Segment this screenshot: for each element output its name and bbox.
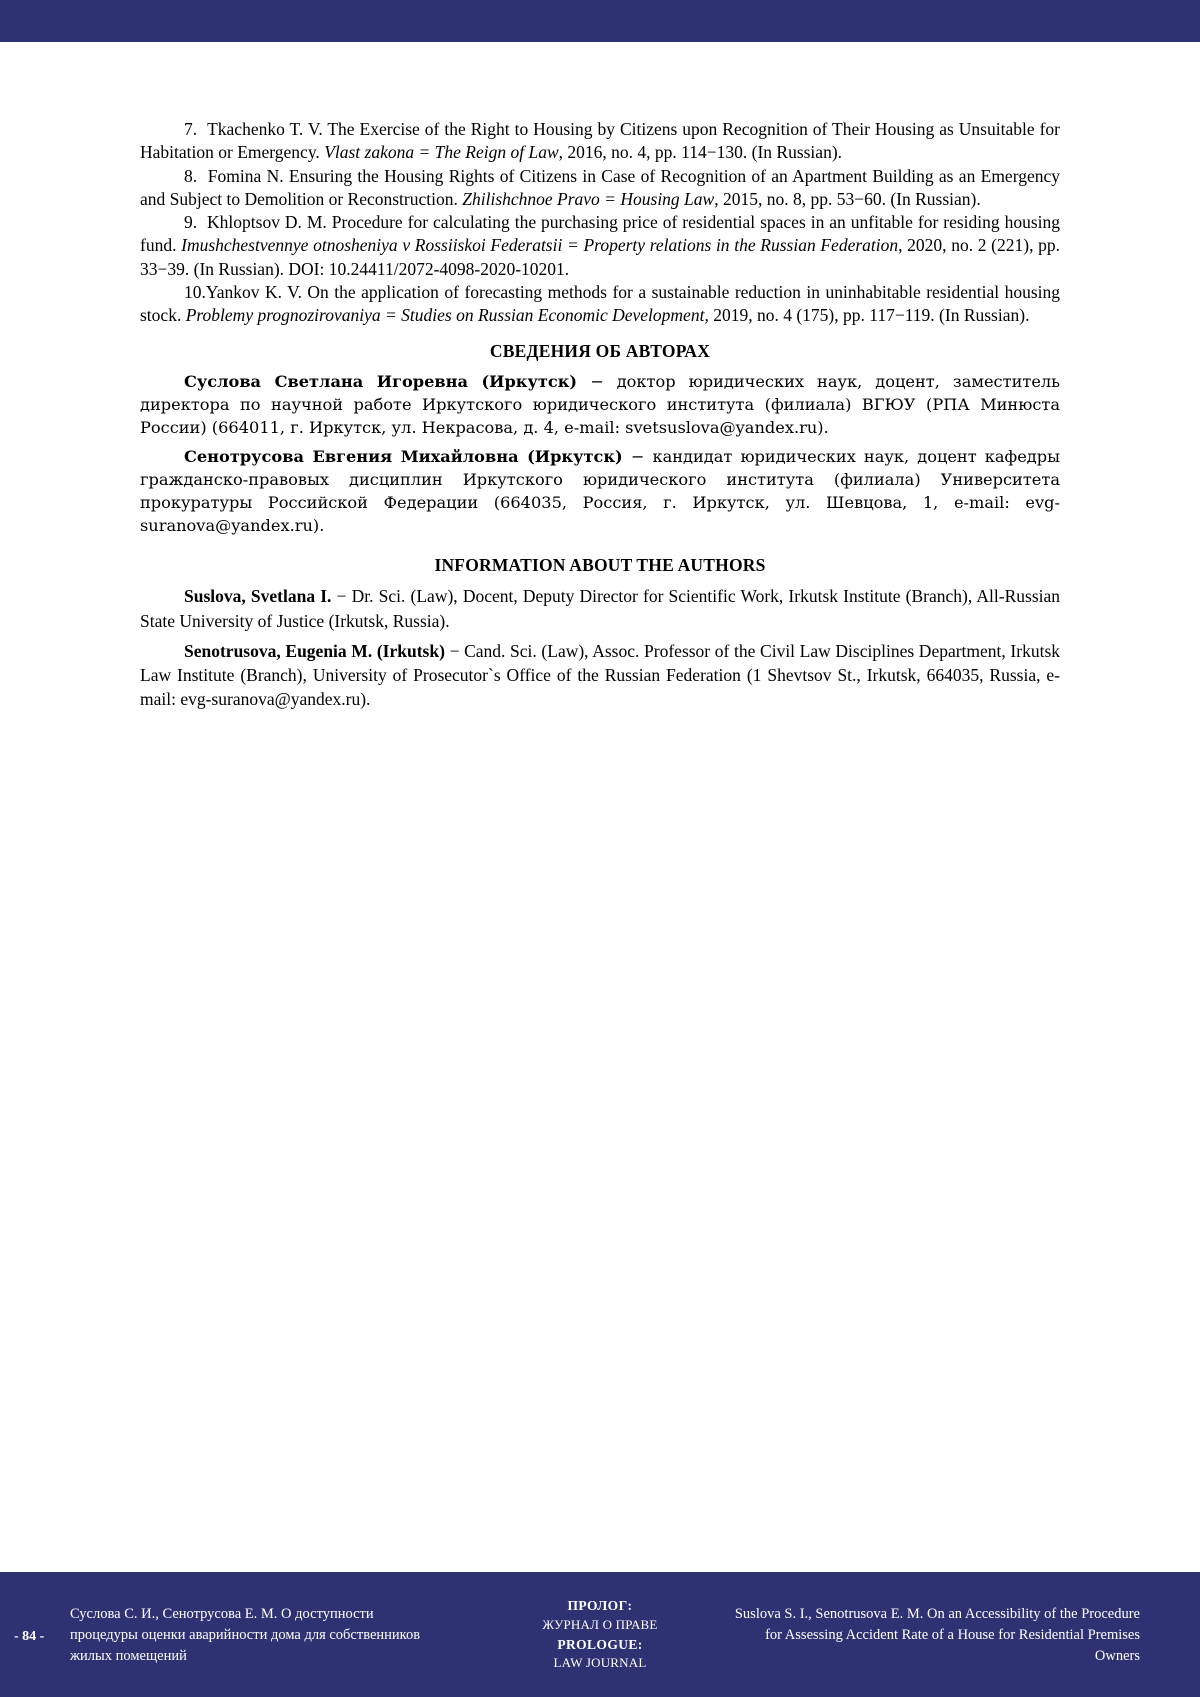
journal-title-ru-line2: ЖУРНАЛ О ПРАВЕ xyxy=(542,1616,658,1632)
author-affiliation: Cand. Sci. (Law), Assoc. Professor of the Civil Law Disciplines Department, Irkutsk Law Institute (Branch), University of Prosecutor`s Office of the Russian Federation (1 Shevtsov St., Irkutsk, 664035, Russia, e-mail: evg-suranova@yandex.ru). xyxy=(140,640,1061,709)
journal-title-en-line2: LAW JOURNAL xyxy=(553,1655,647,1671)
reference-number: 9. xyxy=(184,212,198,233)
reference-text: Yankov K. V. On the application of forecasting methods for a sustainable reduction in uninhabitable residential housing stock. xyxy=(140,281,1060,326)
reference-number: 7. xyxy=(184,119,198,139)
author-name: Суслова Светлана Игоревна (Иркутск) xyxy=(184,372,578,392)
page-number: - 84 - xyxy=(14,1629,45,1644)
reference-text: Tkachenko T. V. The Exercise of the Right to Housing by Citizens upon Recognition of Their Housing as Unsuitable for Habitation or Emergency. xyxy=(140,119,1060,163)
author-name: Suslova, Svetlana I. xyxy=(184,586,332,607)
reference-source-title: Imushchestvennye otnosheniya v Rossiiskoi Federatsii = Property relations in the Russian Federation xyxy=(181,235,899,256)
author-name: Senotrusova, Eugenia M. (Irkutsk) xyxy=(184,640,445,661)
reference-source-title: Zhilishchnoe Pravo = Housing Law xyxy=(462,188,715,209)
reference-number: 8. xyxy=(184,165,198,186)
footer-running-title-ru: Суслова С. И., Сенотрусова Е. М. О доступности процедуры оценки аварийности дома для собственников жилых помещений xyxy=(70,1605,421,1664)
authors-en-heading: INFORMATION ABOUT THE AUTHORS xyxy=(434,555,766,576)
top-color-band xyxy=(0,0,1200,42)
authors-ru-heading: СВЕДЕНИЯ ОБ АВТОРАХ xyxy=(489,341,711,362)
author-entry-ru xyxy=(140,370,1060,439)
reference-text: Khloptsov D. M. Procedure for calculating the purchasing price of residential spaces in an unfitable for residing housing fund. xyxy=(140,212,1061,256)
author-dash: − xyxy=(622,447,653,467)
author-entry-en xyxy=(140,584,1060,632)
author-affiliation: доктор юридических наук, доцент, заместитель директора по научной работе Иркутского юридического института (филиала) ВГЮУ (РПА Минюста России) (664011, г. Иркутск, ул. Некрасова, д. 4, e-mail: svetsuslova@yandex.ru). xyxy=(140,372,1060,438)
author-name: Сенотрусова Евгения Михайловна (Иркутск) xyxy=(184,447,623,467)
reference-tail: , 2020, no. 2 (221), pp. 33−39. (In Russian). DOI: 10.24411/2072-4098-2020-10201. xyxy=(140,235,1060,279)
reference-item xyxy=(140,281,1060,328)
author-affiliation: кандидат юридических наук, доцент кафедры гражданско-правовых дисциплин Иркутского юридического института (филиала) Университета прокуратуры Российской Федерации (664035, Россия, г. Иркутск, ул. Шевцова, 1, e-mail: evg-suranova@yandex.ru). xyxy=(140,447,1060,536)
reference-item xyxy=(140,211,1060,281)
page-content xyxy=(140,118,1060,717)
author-dash: − xyxy=(444,640,465,661)
reference-text: Fomina N. Ensuring the Housing Rights of Citizens in Case of Recognition of an Apartment Building as an Emergency and Subject to Demolition or Reconstruction. xyxy=(140,165,1061,209)
reference-item xyxy=(140,118,1060,165)
reference-source-title: Vlast zakona = The Reign of Law xyxy=(324,142,559,163)
reference-tail: , 2019, no. 4 (175), pp. 117−119. (In Russian). xyxy=(704,305,1030,326)
page-footer xyxy=(0,1572,1200,1697)
author-affiliation: Dr. Sci. (Law), Docent, Deputy Director for Scientific Work, Irkutsk Institute (Branch), All-Russian State University of Justice (Irkutsk, Russia). xyxy=(140,586,1061,631)
author-entry-en xyxy=(140,639,1060,711)
journal-title-ru-line1: ПРОЛОГ: xyxy=(567,1598,633,1614)
author-entry-ru xyxy=(140,445,1060,537)
reference-tail: , 2015, no. 8, pp. 53−60. (In Russian). xyxy=(714,188,981,209)
author-dash: − xyxy=(331,586,352,607)
reference-source-title: Problemy prognozirovaniya = Studies on Russian Economic Development xyxy=(185,305,705,326)
reference-item xyxy=(140,165,1060,212)
journal-title-en-line1: PROLOGUE: xyxy=(557,1636,643,1652)
reference-tail: , 2016, no. 4, pp. 114−130. (In Russian). xyxy=(558,142,843,163)
footer-journal-title xyxy=(430,1596,770,1673)
author-dash: − xyxy=(577,372,617,392)
reference-number: 10. xyxy=(184,281,206,302)
footer-running-title-en: Suslova S. I., Senotrusova E. M. On an Accessibility of the Procedure for Assessing Accident Rate of a House for Residential Premises Owners xyxy=(734,1605,1140,1664)
